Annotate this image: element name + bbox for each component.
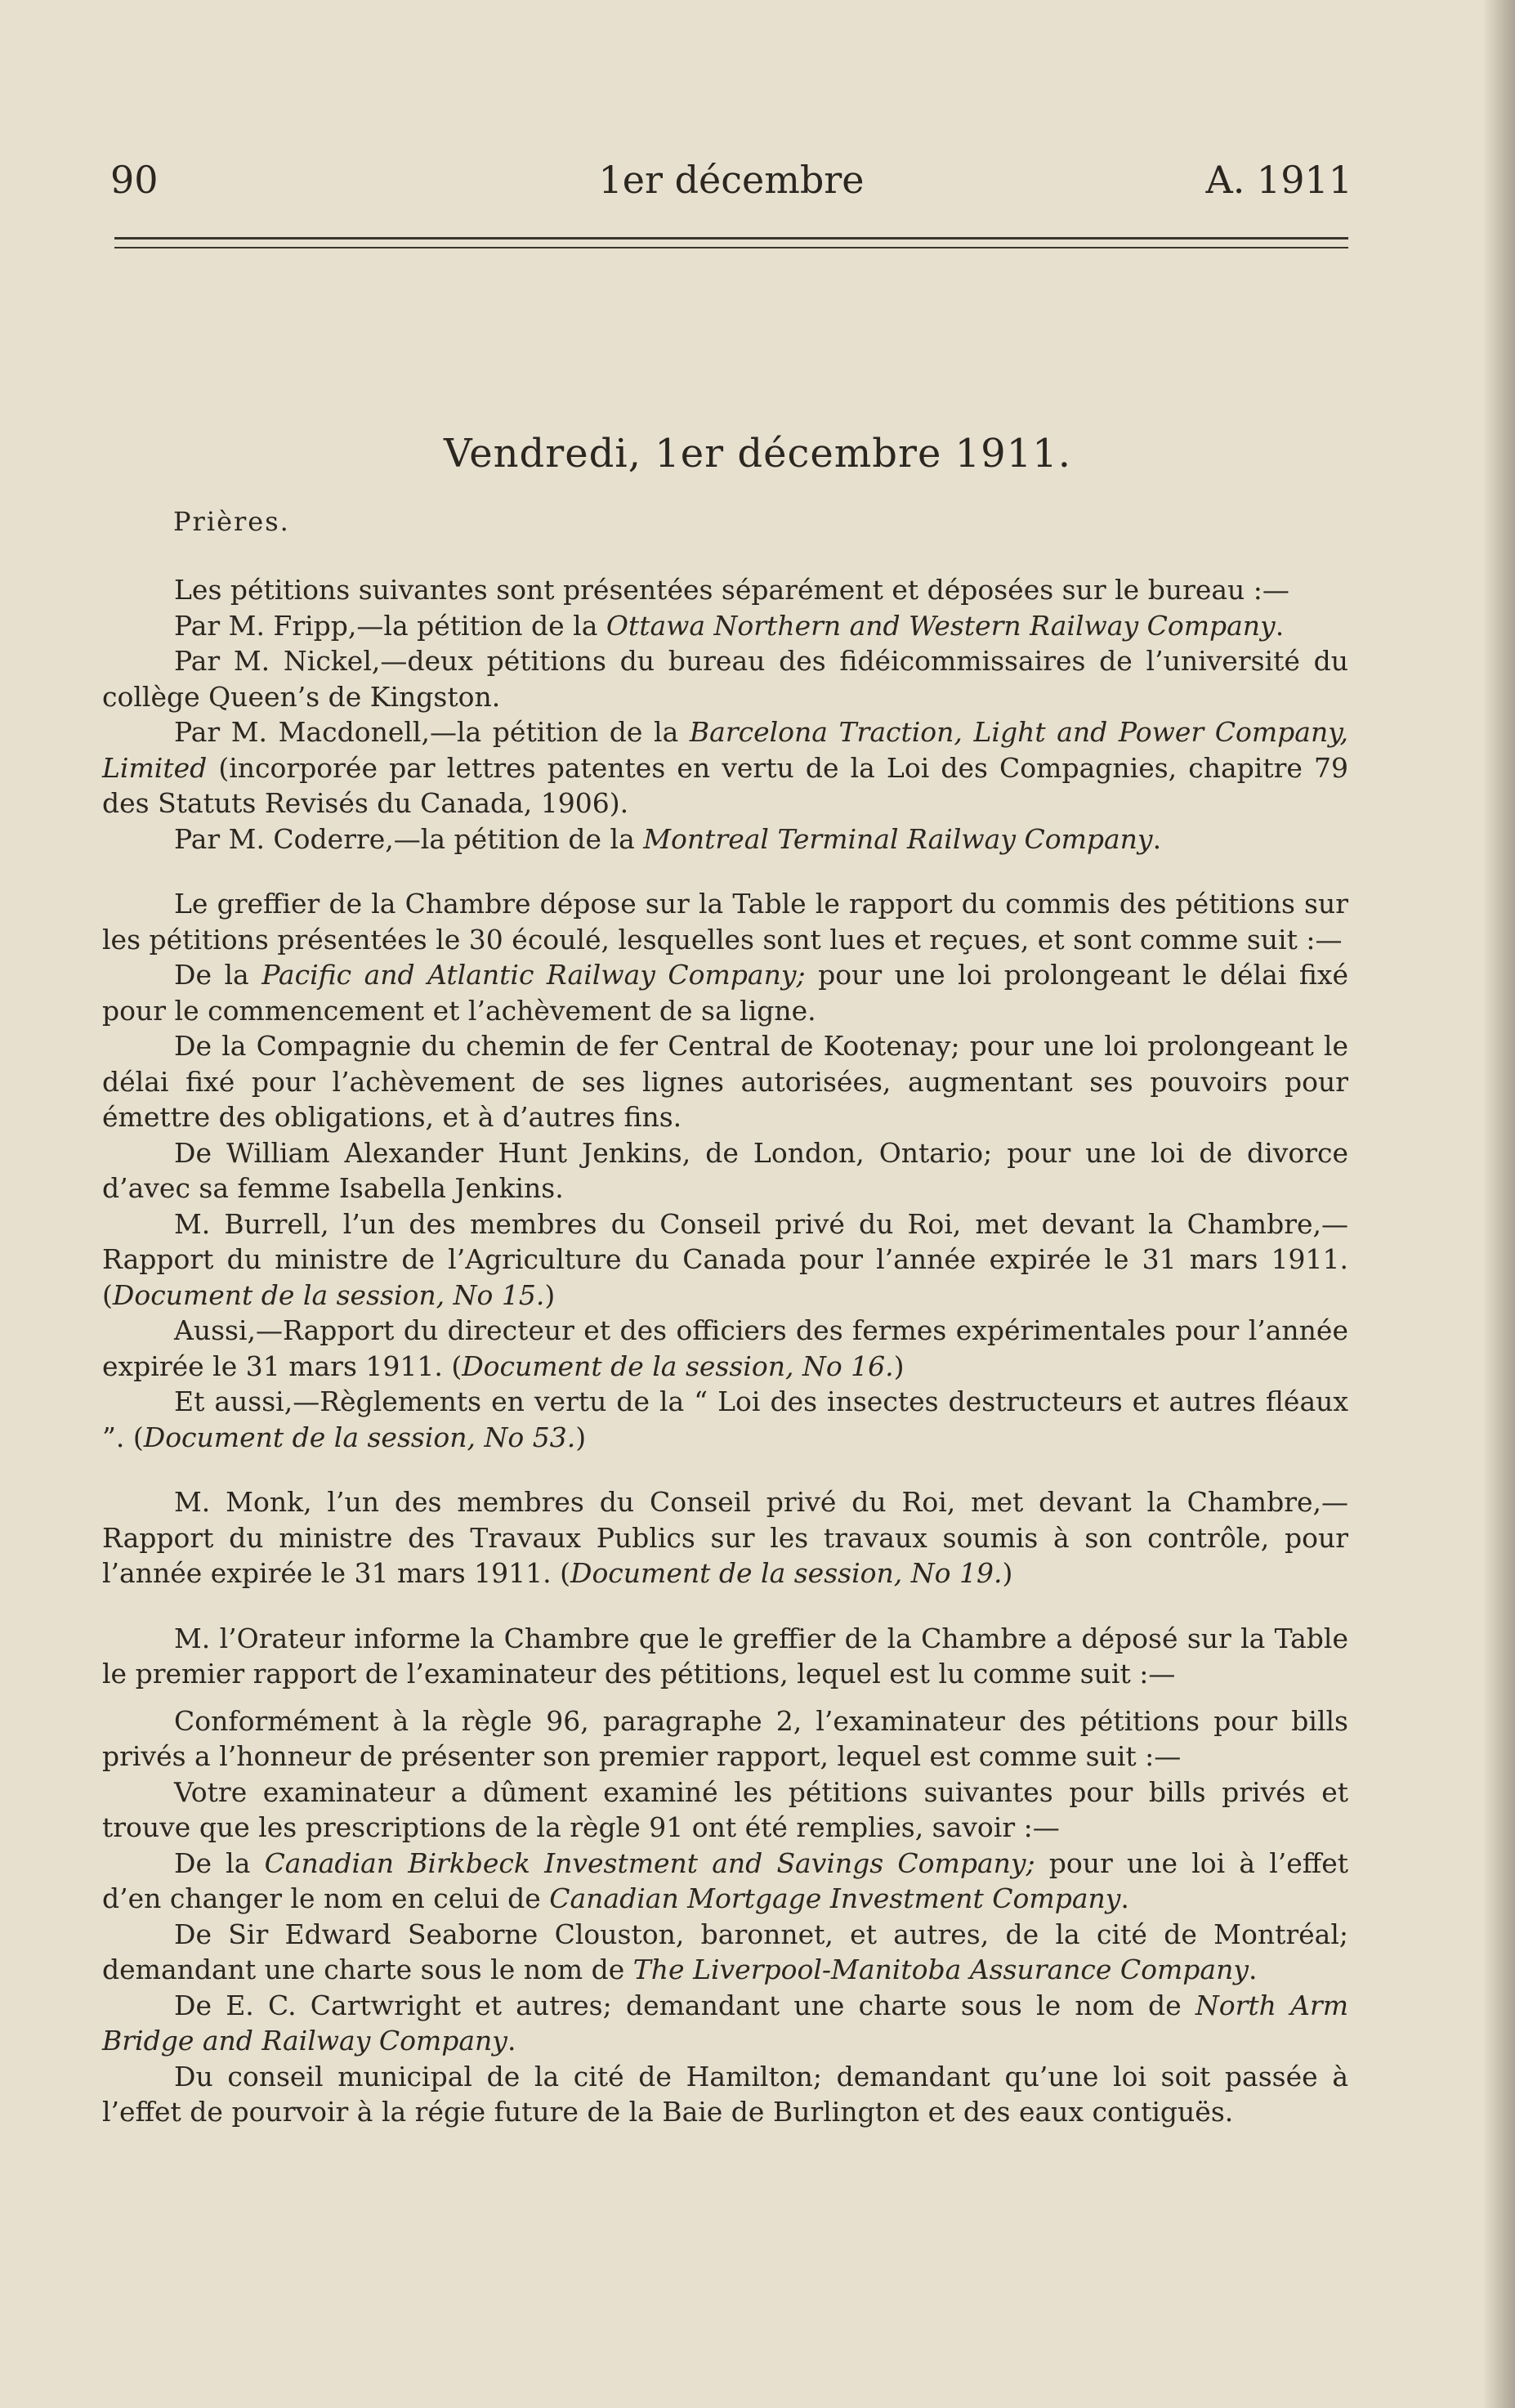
italic-run: Canadian Mortgage Investment Company [549, 1882, 1121, 1914]
paragraph [102, 1846, 1348, 1917]
day-title: Vendredi, 1er décembre 1911. [443, 431, 1072, 477]
paragraph [102, 714, 1348, 821]
text-run: pour une loi à l’effet d’en changer le nom en celui de [102, 1846, 1348, 1914]
italic-run: The Liverpool-Manitoba Assurance Company [632, 1954, 1249, 1985]
text-run: Par M. Coderre,—la pétition de la [174, 822, 644, 855]
paragraph [102, 886, 1348, 957]
paragraph [102, 1917, 1348, 1988]
paragraph [102, 2059, 1348, 2130]
page-edge-shadow [1482, 0, 1515, 2408]
text-run: Le greffier de la Chambre dépose sur la Table le rapport du commis des pétitions sur les pétitions présentées le 30 écoulé, lesquelles sont lues et reçues, et sont comme suit :— [102, 888, 1348, 956]
italic-run: Document de la session, No 53. [143, 1421, 576, 1453]
italic-run: Document de la session, No 15. [112, 1278, 545, 1311]
text-run: Votre examinateur a dûment examiné les pétitions suivantes pour bills privés et trouve que les prescriptions de la règle 91 ont été remplies, savoir :— [102, 1775, 1348, 1843]
running-header [110, 151, 1352, 208]
header-date: 1er décembre [598, 158, 865, 202]
prieres-heading: Prières. [173, 506, 290, 537]
paragraph [102, 608, 1348, 644]
text-run: Et aussi,—Règlements en vertu de la “ Loi des insectes destructeurs et autres fléaux ”. ( [102, 1385, 1348, 1453]
paragraph [102, 957, 1348, 1028]
text-run: Par M. Fripp,—la pétition de la [174, 609, 606, 642]
text-run: (incorporée par lettres patentes en vertu de la Loi des Compagnies, chapitre 79 des Statuts Revisés du Canada, 1906). [102, 751, 1348, 819]
text-run: De la [174, 1846, 265, 1879]
italic-run: Document de la session, No 16. [462, 1349, 894, 1382]
paragraph [102, 1384, 1348, 1455]
text-run: . [1120, 1882, 1129, 1914]
text-run: M. Monk, l’un des membres du Conseil privé du Roi, met devant la Chambre,—Rapport du ministre des Travaux Publics sur les travaux soumis à son contrôle, pour l’année expirée le 31 mars 1911. ( [102, 1486, 1348, 1589]
text-run: Du conseil municipal de la cité de Hamilton; demandant qu’une loi soit passée à l’effet de pourvoir à la régie future de la Baie de Burlington et des eaux contiguës. [102, 2060, 1348, 2128]
text-run: De E. C. Cartwright et autres; demandant une charte sous le nom de [174, 1989, 1195, 2021]
text-run: De Sir Edward Seaborne Clouston, baronnet, et autres, de la cité de Montréal; demandant une charte sous le nom de [102, 1918, 1348, 1985]
header-year: A. 1911 [1205, 158, 1352, 202]
paragraph [102, 1028, 1348, 1135]
text-run: De la Compagnie du chemin de fer Central de Kootenay; pour une loi prolongeant le délai fixé pour l’achèvement de ses lignes autorisées, augmentant ses pouvoirs pour émettre des obligations, et à d’autres fins. [102, 1030, 1348, 1133]
text-run: ) [575, 1421, 587, 1453]
text-run: Conformément à la règle 96, paragraphe 2, l’examinateur des pétitions pour bills privés a l’honneur de présenter son premier rapport, lequel est comme suit :— [102, 1704, 1348, 1772]
paragraph [102, 572, 1348, 608]
paragraph [102, 821, 1348, 857]
text-run: Par M. Nickel,—deux pétitions du bureau des fidéicommissaires de l’université du collège Queen’s de Kingston. [102, 645, 1348, 713]
text-run: . [1249, 1954, 1258, 1985]
text-run: M. l’Orateur informe la Chambre que le greffier de la Chambre a déposé sur la Table le premier rapport de l’examinateur des pétitions, lequel est lu comme suit :— [102, 1622, 1348, 1690]
header-rule-top [114, 237, 1348, 239]
text-run: ) [893, 1349, 905, 1382]
paragraph [102, 1206, 1348, 1314]
text-run: De William Alexander Hunt Jenkins, de London, Ontario; pour une loi de divorce d’avec sa femme Isabella Jenkins. [102, 1136, 1348, 1204]
paragraph [102, 1135, 1348, 1206]
text-run: M. Burrell, l’un des membres du Conseil privé du Roi, met devant la Chambre,—Rapport du ministre de l’Agriculture du Canada pour l’année expirée le 31 mars 1911. ( [102, 1207, 1348, 1311]
page-number: 90 [110, 158, 159, 202]
italic-run: Ottawa Northern and Western Railway Company [606, 609, 1276, 642]
paragraph [102, 1775, 1348, 1846]
paragraph [102, 1703, 1348, 1775]
text-run: De la [174, 959, 262, 991]
text-run: . [1152, 822, 1162, 855]
italic-run: North Arm Bridge and Railway Company [102, 1989, 1348, 2057]
text-run: ) [1002, 1557, 1013, 1589]
paragraph [102, 1313, 1348, 1384]
paragraph [102, 1988, 1348, 2059]
text-run: Aussi,—Rapport du directeur et des officiers des fermes expérimentales pour l’année expirée le 31 mars 1911. ( [102, 1314, 1348, 1382]
italic-run: Barcelona Traction, Light and Power Company, Limited [102, 716, 1348, 784]
paragraph [102, 1621, 1348, 1692]
header-rule-bottom [114, 247, 1348, 248]
paragraph [102, 1484, 1348, 1591]
italic-run: Montreal Terminal Railway Company [643, 822, 1153, 855]
body-text [102, 572, 1348, 2130]
italic-run: Pacific and Atlantic Railway Company; [261, 959, 806, 991]
text-run: ) [544, 1278, 556, 1311]
text-run: Les pétitions suivantes sont présentées séparément et déposées sur le bureau :— [174, 574, 1289, 606]
text-run: Par M. Macdonell,—la pétition de la [174, 716, 690, 748]
text-run: . [507, 2025, 516, 2057]
italic-run: Canadian Birkbeck Investment and Savings Company; [264, 1846, 1035, 1879]
text-run: pour une loi prolongeant le délai fixé pour le commencement et l’achèvement de sa ligne. [102, 959, 1349, 1027]
italic-run: Document de la session, No 19. [570, 1557, 1003, 1589]
paragraph [102, 643, 1348, 714]
text-run: . [1275, 609, 1285, 642]
